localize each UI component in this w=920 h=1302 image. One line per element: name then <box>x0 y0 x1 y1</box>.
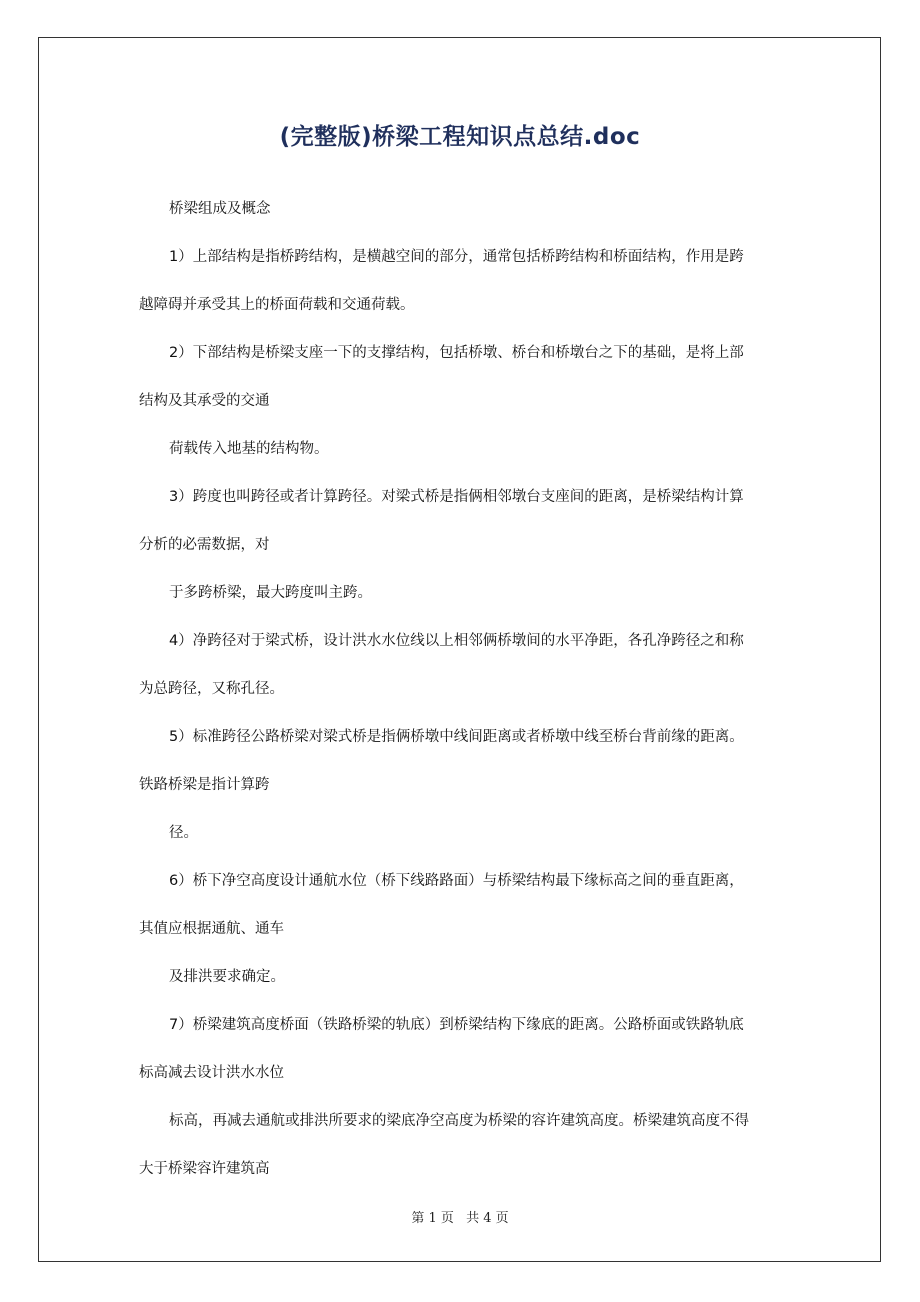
paragraph-line: 其值应根据通航、通车 <box>139 921 284 937</box>
document-title: (完整版)桥梁工程知识点总结.doc <box>279 124 641 150</box>
paragraph-line: 于多跨桥梁，最大跨度叫主跨。 <box>169 585 372 601</box>
paragraph-line: 为总跨径，又称孔径。 <box>139 681 284 697</box>
paragraph-line: 7）桥梁建筑高度桥面（铁路桥梁的轨底）到桥梁结构下缘底的距离。公路桥面或铁路轨底 <box>169 1017 744 1033</box>
paragraph-line: 大于桥梁容许建筑高 <box>139 1161 270 1177</box>
paragraph-line: 6）桥下净空高度设计通航水位（桥下线路路面）与桥梁结构最下缘标高之间的垂直距离， <box>169 873 744 889</box>
total-pages: 共 4 页 <box>466 1211 509 1226</box>
paragraph-line: 标高，再减去通航或排洪所要求的梁底净空高度为桥梁的容许建筑高度。桥梁建筑高度不得 <box>169 1113 749 1129</box>
paragraph-line: 3）跨度也叫跨径或者计算跨径。对梁式桥是指俩相邻墩台支座间的距离，是桥梁结构计算 <box>169 489 744 505</box>
paragraph-line: 4）净跨径对于梁式桥，设计洪水水位线以上相邻俩桥墩间的水平净距，各孔净跨径之和称 <box>169 633 744 649</box>
paragraph-line: 荷载传入地基的结构物。 <box>169 441 329 457</box>
page-number: 第 1 页 <box>411 1211 454 1226</box>
paragraph-line: 径。 <box>169 825 198 841</box>
section-heading: 桥梁组成及概念 <box>169 201 271 217</box>
page-footer <box>0 1207 920 1226</box>
paragraph-line: 越障碍并承受其上的桥面荷载和交通荷载。 <box>139 297 415 313</box>
paragraph-line: 分析的必需数据，对 <box>139 537 270 553</box>
paragraph-line: 标高减去设计洪水水位 <box>139 1065 284 1081</box>
paragraph-line: 铁路桥梁是指计算跨 <box>139 777 270 793</box>
paragraph-line: 5）标准跨径公路桥梁对梁式桥是指俩桥墩中线间距离或者桥墩中线至桥台背前缘的距离。 <box>169 729 744 745</box>
paragraph-line: 及排洪要求确定。 <box>169 969 285 985</box>
paragraph-line: 2）下部结构是桥梁支座一下的支撑结构，包括桥墩、桥台和桥墩台之下的基础，是将上部 <box>169 345 744 361</box>
paragraph-line: 结构及其承受的交通 <box>139 393 270 409</box>
paragraph-line: 1）上部结构是指桥跨结构，是横越空间的部分，通常包括桥跨结构和桥面结构，作用是跨 <box>169 249 744 265</box>
